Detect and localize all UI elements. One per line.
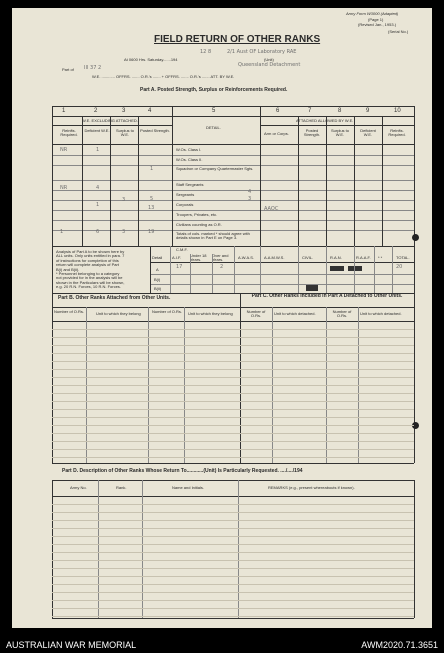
part-c-header: Unit to which detached. (360, 311, 402, 316)
hw-value: NR (60, 185, 68, 191)
rule (52, 106, 53, 246)
col-number: 7 (308, 108, 312, 114)
part-d-header: Name and Initials. (172, 485, 205, 490)
part-d-header: Rank. (116, 485, 127, 490)
ruled-line (52, 337, 414, 338)
analysis-note-2: * Personnel belonging to a category not provided for in the analysis will be shown in the Particulars will be shown, e.g. 20 R.N. Forces, 10 R.N. Forces. (56, 271, 125, 290)
analysis-header: CIVIL. (302, 255, 314, 260)
analysis-header: * * (378, 255, 383, 260)
ruled-line (52, 560, 414, 561)
form-id: Army Form W3000 (Adapted) (346, 11, 399, 16)
ruled-line (52, 457, 414, 458)
ruled-line (52, 536, 414, 537)
analysis-header: A.W.A.S. (238, 255, 255, 260)
ruled-line (52, 401, 414, 402)
rule (52, 321, 414, 322)
unit-label: (Unit) (264, 57, 274, 62)
ruled-line (52, 552, 414, 553)
left-group-label: W.E. EXCLUDING ATTACHED. (82, 118, 138, 123)
analysis-header: A.I.F. (172, 255, 182, 260)
redaction (330, 266, 344, 271)
ruled-line (52, 417, 414, 418)
ruled-line (52, 449, 414, 450)
form-title: FIELD RETURN OF OTHER RANKS (154, 34, 321, 45)
hw-value: 1 (150, 166, 154, 172)
row-label: Staff Sergeants (176, 182, 204, 187)
rule (98, 480, 99, 618)
hw-value: 3 (122, 229, 126, 235)
rule (326, 246, 327, 293)
rule (52, 180, 414, 181)
rule (52, 125, 172, 126)
hw-value: 3 (248, 196, 252, 202)
part-d-header: REMARKS (e.g., present whereabouts if known). (268, 485, 355, 490)
ruled-line (52, 616, 414, 617)
rule (170, 246, 171, 293)
rule (414, 106, 415, 246)
col-number: 8 (338, 108, 342, 114)
col-number: 4 (148, 108, 152, 114)
row-label: W.Os. Class I. (176, 147, 202, 152)
right-header: Surplus to W.E. (330, 128, 349, 137)
rule (382, 116, 383, 246)
rule (52, 463, 414, 464)
rule (52, 246, 53, 293)
row-label: Civilians counting as O.R. (176, 222, 222, 227)
rule (374, 246, 375, 293)
part-of-label: Part of (62, 67, 74, 72)
part-c-header: Number of O.Rs. (246, 309, 266, 318)
ruled-line (52, 393, 414, 394)
rule (52, 197, 414, 203)
rule (52, 496, 414, 497)
left-header: Posted Strength. (140, 128, 170, 133)
rule (52, 293, 53, 463)
cmf-label: C.M.F. (176, 247, 188, 252)
col-number: 5 (212, 108, 216, 114)
hw-value: 5 (150, 196, 154, 202)
rule (238, 480, 239, 618)
analysis-value: 17 (176, 264, 183, 270)
date-values: 12 8 (200, 49, 212, 55)
hw-value: 1 (96, 202, 100, 208)
hw-value: 1 (96, 147, 100, 153)
ruled-line (52, 512, 414, 513)
at-line: At 0600 Hrs. Saturday.......194 (124, 57, 178, 62)
rule (52, 480, 53, 618)
row-label: Totals of cols. marked * should agree with details shown in Part E on Page 3. (176, 231, 250, 240)
rule (414, 480, 415, 618)
part-of-value: III 37 2 (84, 65, 102, 71)
left-header: Surplus to W.E. (115, 128, 134, 137)
hw-value: 4 (96, 185, 100, 191)
part-b-title: Part B. Other Ranks Attached from Other Units. (58, 295, 171, 301)
rule (52, 190, 414, 191)
analysis-header: TOTAL. (396, 255, 410, 260)
ruled-line (52, 584, 414, 585)
ruled-line (52, 385, 414, 386)
ruled-line (52, 592, 414, 593)
hw-value: NR (60, 147, 68, 153)
hw-value: 4 (248, 189, 252, 195)
analysis-value: 20 (396, 264, 403, 270)
ruled-line (52, 425, 414, 426)
rule (298, 116, 299, 246)
part-c-title: Part C. Other Ranks Included in Part A Detached to Other Units. (251, 293, 403, 299)
punch-hole (412, 234, 419, 241)
col-number: 10 (394, 108, 401, 114)
analysis-header: A.A.M.W.S. (264, 255, 285, 260)
rule (260, 125, 414, 126)
analysis-header: Detail (152, 255, 163, 260)
right-header: Arm or Corps. (264, 131, 289, 136)
ruled-line (52, 544, 414, 545)
rule (354, 246, 355, 293)
rule (52, 307, 414, 308)
ruled-line (52, 433, 414, 434)
form-paper (12, 8, 432, 628)
rule (52, 210, 414, 211)
row-label: Sergeants (176, 192, 195, 197)
hw-value: 13 (148, 205, 155, 211)
rule (52, 480, 414, 481)
ruled-line (52, 369, 414, 370)
analysis-value: 2 (220, 264, 224, 270)
part-b-header: Number of O.Rs. (54, 309, 85, 314)
rule (110, 116, 111, 246)
rule (414, 293, 415, 463)
hw-value: 3 (122, 197, 126, 203)
analysis-header: R.A.N. (330, 255, 342, 260)
part-d-title: Part D. Description of Other Ranks Whose Return To............(Unit) Is Particularly Requested. ..../..../194 (62, 468, 303, 474)
rule (150, 246, 151, 293)
ruled-line (52, 600, 414, 601)
detachment-value: Queensland Detachment (238, 62, 301, 68)
hw-value: AAOC (264, 206, 279, 212)
rule (82, 116, 83, 246)
rule (52, 618, 414, 619)
col-number: 1 (62, 108, 66, 114)
rule (52, 155, 414, 156)
analysis-header: Over and Years. (212, 253, 229, 262)
ruled-line (52, 576, 414, 577)
analysis-row-label: B(i) (154, 277, 161, 282)
ruled-line (52, 409, 414, 410)
row-label: Corporals (176, 202, 194, 207)
rule (298, 246, 299, 293)
rule (52, 144, 414, 145)
redaction (306, 285, 318, 291)
ruled-line (52, 441, 414, 442)
col-number: 9 (366, 108, 370, 114)
row-label: Squadron or Company Quartermaster Sgts. (176, 166, 254, 171)
analysis-header: Under 18 Years. (190, 253, 207, 262)
part-b-header: Number of O.Rs. (152, 309, 183, 314)
rule (212, 254, 213, 293)
rule (326, 116, 327, 246)
right-header: Posted Strength. (303, 128, 321, 137)
left-header: Deficient W.E. (84, 128, 110, 133)
ruled-line (52, 377, 414, 378)
ruled-line (52, 568, 414, 569)
part-c-header: Unit to which detached. (274, 311, 316, 316)
footer-right: AWM2020.71.3651 (361, 640, 438, 650)
right-header: Reinfts. Required. (388, 128, 406, 137)
col-number: 6 (276, 108, 280, 114)
analysis-header: R.A.A.F. (356, 255, 371, 260)
ruled-line (52, 345, 414, 346)
part-a-title: Part A. Posted Strength, Surplus or Reinforcements Required. (140, 87, 288, 93)
form-serial: (Serial No.) (388, 29, 409, 34)
rule (142, 480, 143, 618)
rule (52, 116, 414, 117)
ruled-line (52, 329, 414, 330)
analysis-row-label: B(ii) (154, 286, 162, 291)
right-header: Deficient W.E. (360, 128, 376, 137)
footer-left: AUSTRALIAN WAR MEMORIAL (6, 640, 137, 650)
hw-value: 6 (96, 229, 100, 235)
row-label: Troopers, Privates, etc. (176, 212, 218, 217)
analysis-note: Analysis of Part A to be shown here by ALL units. Only units entitled in para. 7 of instructions for completion of this return will complete analysis of Part B(i) and B(ii). (56, 249, 125, 272)
unit-value: 2/1 Aust OF Laboratory RAE (227, 49, 297, 55)
form-page: (Page 1) (368, 17, 384, 22)
rule (260, 246, 261, 293)
part-c-header: Number of O.Rs. (332, 309, 352, 318)
ruled-line (52, 520, 414, 521)
ruled-line (52, 528, 414, 529)
part-d-header: Army No. (70, 485, 87, 490)
rule (240, 293, 241, 463)
detail-header: DETAIL. (206, 125, 221, 130)
row-label: W.Os. Class II. (176, 157, 203, 162)
col-number: 2 (94, 108, 98, 114)
redaction (348, 266, 362, 271)
form-revised: (Revised Jan., 1953.) (358, 22, 397, 27)
right-group-label: ATTACHED ALLOWED BY W.E. (296, 118, 354, 123)
col-number: 3 (122, 108, 126, 114)
rule (354, 116, 355, 246)
ruled-line (52, 504, 414, 505)
analysis-row-label: A (156, 267, 159, 272)
rule (414, 246, 415, 293)
ruled-line (52, 608, 414, 609)
rule (392, 246, 393, 293)
ruled-line (52, 361, 414, 362)
left-header: Reinfts. Required. (60, 128, 78, 137)
hw-value: 1 (60, 229, 64, 235)
rule (138, 116, 139, 246)
ruled-line (52, 353, 414, 354)
rule (260, 106, 261, 246)
rule (52, 220, 414, 221)
rule (52, 246, 414, 247)
rule (190, 254, 191, 293)
rule (234, 246, 235, 293)
part-a-top-rule (52, 106, 414, 107)
we-line: W.E. ............ OFFRS. ....... O.R.'s ....... + OFFRS. ....... O.R.'s ....... ATT. BY W.E. (92, 74, 235, 79)
hw-value: 19 (148, 229, 155, 235)
rule (172, 106, 173, 246)
part-b-header: Unit to which they belong (96, 311, 141, 316)
part-b-header: Unit to which they belong (188, 311, 233, 316)
